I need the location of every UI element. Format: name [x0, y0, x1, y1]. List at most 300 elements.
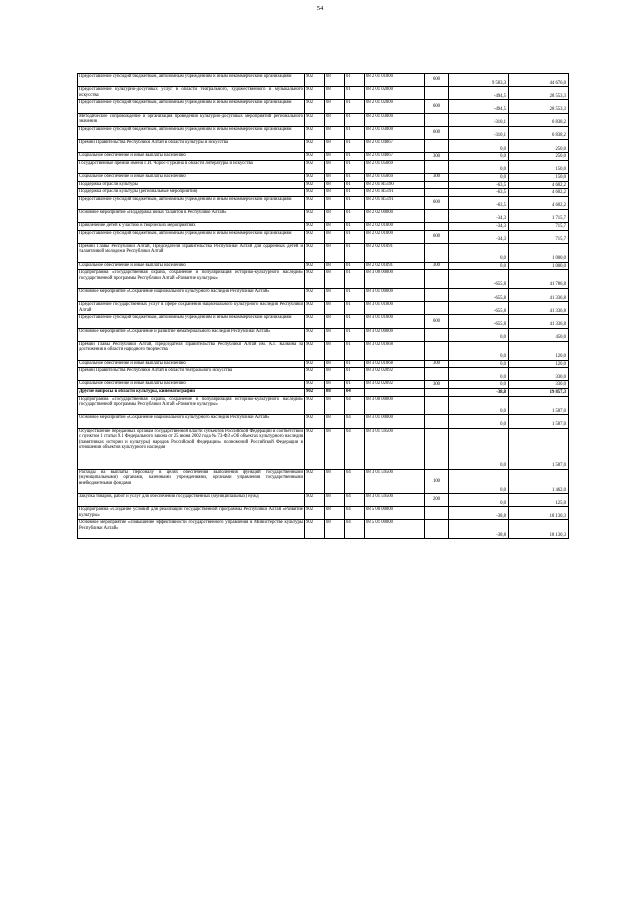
- row-total: 4 602,2: [509, 181, 569, 189]
- row-pr: 04: [345, 469, 365, 493]
- row-pr: 01: [345, 315, 365, 328]
- row-csr: 08 2 02 00000: [365, 209, 425, 222]
- row-total: 330,0: [509, 368, 569, 381]
- row-rz: 08: [325, 113, 345, 126]
- table-row: [78, 328, 569, 341]
- row-total: 250,0: [509, 139, 569, 152]
- row-csr: 08 2 01 02000: [365, 87, 425, 100]
- row-rz: 08: [325, 381, 345, 389]
- row-change: -655,8: [449, 270, 509, 289]
- table-row: [78, 360, 569, 368]
- row-name: Основное мероприятие «Сохранение национального культурного наследия Республики Алтай»: [78, 289, 305, 302]
- row-vr: [425, 113, 449, 126]
- row-pr: 01: [345, 181, 365, 189]
- row-rz: 08: [325, 153, 345, 161]
- row-change: -34,3: [449, 230, 509, 243]
- table-row: [78, 230, 569, 243]
- row-name: Социальное обеспечение и иные выплаты населению: [78, 173, 305, 181]
- row-change: -63,5: [449, 189, 509, 197]
- table-row: [78, 181, 569, 189]
- row-pr: 01: [345, 113, 365, 126]
- row-pr: 01: [345, 328, 365, 341]
- row-csr: 08 5 00 00000: [365, 507, 425, 520]
- row-change: -655,8: [449, 315, 509, 328]
- row-gr: 902: [305, 494, 325, 507]
- row-name: Расходы на выплаты персоналу в целях обеспечения выполнения функций государственными (муниципальными) органами, казенными учреждениями, органами управления государственными внебюджетными фондами: [78, 469, 305, 493]
- table-row: [78, 196, 569, 209]
- table-row: [78, 189, 569, 197]
- row-csr: 08 2 01 05069: [365, 173, 425, 181]
- row-name: Основное мероприятие «Сохранение и развитие нематериального наследия Республики Алтай»: [78, 328, 305, 341]
- row-total: 1 462,0: [509, 469, 569, 493]
- row-vr: [425, 302, 449, 315]
- row-gr: 902: [305, 341, 325, 360]
- row-csr: 08 2 01 03000: [365, 126, 425, 139]
- row-total: 41 786,8: [509, 270, 569, 289]
- row-gr: 902: [305, 196, 325, 209]
- row-total: 41 336,8: [509, 315, 569, 328]
- row-rz: 08: [325, 494, 345, 507]
- row-name: Подпрограмма «Создание условий для реализации государственной программы Республики Алтай «Развитие культуры»: [78, 507, 305, 520]
- row-rz: 08: [325, 270, 345, 289]
- row-pr: 04: [345, 507, 365, 520]
- row-name: Предоставление культурно-досуговых услуг в области театрального, художественного и музыкального искусства: [78, 87, 305, 100]
- row-pr: 01: [345, 368, 365, 381]
- row-vr: [425, 428, 449, 469]
- table-row: [78, 341, 569, 360]
- row-vr: [425, 328, 449, 341]
- row-name: Предоставление субсидий бюджетным, автономным учреждениям и иным некоммерческим организациям: [78, 315, 305, 328]
- row-change: -310,1: [449, 113, 509, 126]
- row-total: 150,0: [509, 173, 569, 181]
- row-change: 9 583,3: [449, 74, 509, 87]
- row-total: 120,0: [509, 360, 569, 368]
- row-name: Предоставление государственных услуг в сфере сохранения национального культурного наследия Республики Алтай: [78, 302, 305, 315]
- row-vr: [425, 189, 449, 197]
- row-pr: 01: [345, 87, 365, 100]
- row-change: -63,5: [449, 181, 509, 189]
- row-total: 44 676,0: [509, 74, 569, 87]
- row-name: Социальное обеспечение и иные выплаты населению: [78, 381, 305, 389]
- row-pr: 01: [345, 360, 365, 368]
- row-pr: 01: [345, 230, 365, 243]
- row-vr: 300: [425, 262, 449, 270]
- table-row: [78, 469, 569, 493]
- row-vr: [425, 507, 449, 520]
- table-row: [78, 139, 569, 152]
- row-change: -38,8: [449, 520, 509, 539]
- row-change: 0,0: [449, 428, 509, 469]
- row-name: Премии Главы Республики Алтай, Председателя Правительства Республики Алтай для одаренных детей и талантливой молодежи Республики Алтай: [78, 243, 305, 262]
- row-name: Основное мероприятие «Поддержка юных талантов в Республике Алтай»: [78, 209, 305, 222]
- row-gr: 902: [305, 173, 325, 181]
- row-pr: 01: [345, 270, 365, 289]
- row-change: 0,0: [449, 328, 509, 341]
- row-rz: 08: [325, 415, 345, 428]
- row-name: Подпрограмма «Государственная охрана, сохранение и популяризация историко-культурного наследия» государственной программы Республики Алтай «Развитие культуры»: [78, 396, 305, 415]
- row-gr: 902: [305, 243, 325, 262]
- row-name: Осуществление переданных органам государственной власти субъектов Российской Федерации в соответствии с пунктом 1 статьи 9.1 Федерального закона от 25 июня 2002 года № 73-ФЗ «Об объектах культурного наследия (памятниках истории и культуры) народов Российской Федерации» полномочий Российской Федерации в отношении объектов культурного наследия: [78, 428, 305, 469]
- row-gr: 902: [305, 153, 325, 161]
- row-rz: 08: [325, 360, 345, 368]
- row-csr: 08 2 01 04067: [365, 139, 425, 152]
- row-total: 450,0: [509, 328, 569, 341]
- row-total: 1 000,0: [509, 262, 569, 270]
- row-gr: 902: [305, 289, 325, 302]
- row-change: 0,0: [449, 494, 509, 507]
- row-change: 0,0: [449, 396, 509, 415]
- row-csr: 08 3 02 02092: [365, 368, 425, 381]
- row-gr: 902: [305, 181, 325, 189]
- row-rz: 08: [325, 100, 345, 113]
- row-vr: [425, 368, 449, 381]
- row-csr: 08 3 02 01068: [365, 341, 425, 360]
- row-rz: 08: [325, 341, 345, 360]
- row-pr: 04: [345, 428, 365, 469]
- row-pr: 04: [345, 415, 365, 428]
- row-change: -38,8: [449, 388, 509, 396]
- table-row: [78, 262, 569, 270]
- row-gr: 902: [305, 126, 325, 139]
- row-name: Основное мероприятие «Сохранение национального культурного наследия Республики Алтай»: [78, 415, 305, 428]
- row-total: 28 553,3: [509, 87, 569, 100]
- row-change: 0,0: [449, 139, 509, 152]
- row-name: Поддержка отрасли культуры: [78, 181, 305, 189]
- table-row: [78, 494, 569, 507]
- row-csr: 08 3 00 00000: [365, 270, 425, 289]
- row-total: 1 587,0: [509, 415, 569, 428]
- row-csr: 08 3 01 00000: [365, 289, 425, 302]
- row-pr: 01: [345, 262, 365, 270]
- row-rz: 08: [325, 126, 345, 139]
- row-pr: 01: [345, 341, 365, 360]
- row-gr: 902: [305, 507, 325, 520]
- table-row: [78, 100, 569, 113]
- row-gr: 902: [305, 189, 325, 197]
- row-vr: [425, 341, 449, 360]
- row-rz: 08: [325, 428, 345, 469]
- row-name: Государственные премии имени Г.И. Чорос-Гуркина в области литературы и искусства: [78, 160, 305, 173]
- row-csr: 08 2 01 01000: [365, 74, 425, 87]
- row-rz: 08: [325, 74, 345, 87]
- row-total: 28 553,3: [509, 100, 569, 113]
- row-csr: 08 2 01 R5191: [365, 196, 425, 209]
- table-row: [78, 243, 569, 262]
- row-rz: 08: [325, 520, 345, 539]
- row-csr: 08 2 01 02000: [365, 100, 425, 113]
- row-gr: 902: [305, 113, 325, 126]
- row-change: -494,5: [449, 87, 509, 100]
- row-change: -494,5: [449, 100, 509, 113]
- row-vr: [425, 181, 449, 189]
- row-vr: [425, 520, 449, 539]
- row-rz: 08: [325, 469, 345, 493]
- row-total: 18 130,3: [509, 507, 569, 520]
- row-csr: 08 2 01 05069: [365, 160, 425, 173]
- row-rz: 08: [325, 209, 345, 222]
- table-row: [78, 315, 569, 328]
- row-rz: 08: [325, 507, 345, 520]
- row-gr: 902: [305, 160, 325, 173]
- row-pr: 04: [345, 494, 365, 507]
- row-rz: 08: [325, 196, 345, 209]
- row-pr: 04: [345, 388, 365, 396]
- row-rz: 08: [325, 262, 345, 270]
- row-csr: 08 3 01 59500: [365, 494, 425, 507]
- row-vr: 100: [425, 469, 449, 493]
- row-total: 125,0: [509, 494, 569, 507]
- row-csr: 08 3 01 59500: [365, 428, 425, 469]
- row-total: 715,7: [509, 223, 569, 231]
- row-change: -63,5: [449, 196, 509, 209]
- row-rz: 08: [325, 139, 345, 152]
- row-pr: 01: [345, 223, 365, 231]
- row-vr: 600: [425, 315, 449, 328]
- row-total: 150,0: [509, 160, 569, 173]
- row-name: Привлечение детей к участию в творческих мероприятиях: [78, 223, 305, 231]
- page-number: 54: [316, 5, 324, 12]
- row-name: Закупка товаров, работ и услуг для обеспечения государственных (муниципальных) нужд: [78, 494, 305, 507]
- row-gr: 902: [305, 360, 325, 368]
- row-vr: [425, 289, 449, 302]
- row-rz: 08: [325, 160, 345, 173]
- row-csr: 08 3 01 59500: [365, 469, 425, 493]
- row-rz: 08: [325, 243, 345, 262]
- row-change: 0,0: [449, 415, 509, 428]
- row-total: 41 336,8: [509, 289, 569, 302]
- table-row: [78, 209, 569, 222]
- row-rz: 08: [325, 189, 345, 197]
- row-vr: [425, 209, 449, 222]
- row-gr: 902: [305, 87, 325, 100]
- row-change: 0,0: [449, 469, 509, 493]
- row-vr: [425, 223, 449, 231]
- row-pr: 01: [345, 74, 365, 87]
- row-vr: [425, 270, 449, 289]
- row-change: -310,1: [449, 126, 509, 139]
- row-vr: 300: [425, 360, 449, 368]
- row-vr: [425, 388, 449, 396]
- row-pr: 01: [345, 139, 365, 152]
- row-rz: 08: [325, 328, 345, 341]
- row-change: 0,0: [449, 153, 509, 161]
- row-rz: 08: [325, 230, 345, 243]
- table-row: [78, 87, 569, 100]
- row-vr: 300: [425, 173, 449, 181]
- table-row: [78, 396, 569, 415]
- row-total: 6 838,2: [509, 113, 569, 126]
- table-row: [78, 381, 569, 389]
- row-total: 1 587,0: [509, 396, 569, 415]
- row-rz: 08: [325, 388, 345, 396]
- row-csr: 08 2 02 01091: [365, 243, 425, 262]
- row-total: 6 838,2: [509, 126, 569, 139]
- row-pr: 01: [345, 209, 365, 222]
- row-gr: 902: [305, 396, 325, 415]
- row-csr: 08 2 02 01000: [365, 230, 425, 243]
- row-name: Премии Правительства Республики Алтай в области культуры и искусства: [78, 139, 305, 152]
- row-vr: [425, 396, 449, 415]
- row-vr: [425, 243, 449, 262]
- row-vr: 600: [425, 196, 449, 209]
- row-vr: 300: [425, 381, 449, 389]
- table-row: [78, 415, 569, 428]
- row-rz: 08: [325, 368, 345, 381]
- row-gr: 902: [305, 328, 325, 341]
- table-row: [78, 289, 569, 302]
- row-gr: 902: [305, 368, 325, 381]
- row-gr: 902: [305, 74, 325, 87]
- row-vr: [425, 87, 449, 100]
- row-gr: 902: [305, 209, 325, 222]
- table-row: [78, 302, 569, 315]
- row-csr: 08 3 02 01068: [365, 360, 425, 368]
- row-vr: 600: [425, 74, 449, 87]
- row-gr: 902: [305, 315, 325, 328]
- row-change: 0,0: [449, 368, 509, 381]
- table-row: [78, 160, 569, 173]
- row-change: 0,0: [449, 243, 509, 262]
- row-gr: 902: [305, 428, 325, 469]
- row-change: -34,3: [449, 223, 509, 231]
- table-row: [78, 223, 569, 231]
- row-gr: 902: [305, 388, 325, 396]
- table-row: [78, 173, 569, 181]
- row-csr: 08 5 01 00000: [365, 520, 425, 539]
- row-csr: 08 3 01 01000: [365, 302, 425, 315]
- row-rz: 08: [325, 223, 345, 231]
- row-pr: 01: [345, 189, 365, 197]
- row-name: Премии Главы Республики Алтай, Председателя Правительства Республики Алтай им. А.Г. Калкина за достижения в области народного творчества: [78, 341, 305, 360]
- row-total: 4 602,2: [509, 189, 569, 197]
- row-csr: 08 3 02 00000: [365, 328, 425, 341]
- row-total: 1 587,0: [509, 428, 569, 469]
- row-pr: 01: [345, 289, 365, 302]
- row-rz: 08: [325, 315, 345, 328]
- row-change: -655,8: [449, 302, 509, 315]
- row-csr: 08 3 01 01000: [365, 315, 425, 328]
- row-name: Основное мероприятие «Повышение эффективности государственного управления в Министерстве культуры Республики Алтай»: [78, 520, 305, 539]
- row-csr: 08 2 01 R5190: [365, 181, 425, 189]
- row-pr: 01: [345, 100, 365, 113]
- table-row: [78, 428, 569, 469]
- row-name: Премии Правительства Республики Алтай в области театрального искусства: [78, 368, 305, 381]
- row-total: 250,0: [509, 153, 569, 161]
- row-total: 18 130,3: [509, 520, 569, 539]
- row-vr: 300: [425, 153, 449, 161]
- row-change: -34,3: [449, 209, 509, 222]
- table-row: [78, 368, 569, 381]
- row-vr: [425, 415, 449, 428]
- row-change: -655,8: [449, 289, 509, 302]
- row-pr: 01: [345, 243, 365, 262]
- row-pr: 04: [345, 396, 365, 415]
- row-pr: 01: [345, 302, 365, 315]
- row-gr: 902: [305, 139, 325, 152]
- row-change: 0,0: [449, 160, 509, 173]
- row-name: Предоставление субсидий бюджетным, автономным учреждениям и иным некоммерческим организациям: [78, 100, 305, 113]
- row-gr: 902: [305, 302, 325, 315]
- row-total: 1 000,0: [509, 243, 569, 262]
- row-gr: 902: [305, 100, 325, 113]
- row-name: Поддержка отрасли культуры (региональные мероприятия): [78, 189, 305, 197]
- row-rz: 08: [325, 181, 345, 189]
- row-change: 0,0: [449, 381, 509, 389]
- table-row: [78, 126, 569, 139]
- row-vr: 600: [425, 230, 449, 243]
- budget-table: [77, 73, 569, 539]
- row-gr: 902: [305, 223, 325, 231]
- row-name: Социальное обеспечение и иные выплаты населению: [78, 262, 305, 270]
- row-name: Предоставление субсидий бюджетным, автономным учреждениям и иным некоммерческим организациям: [78, 126, 305, 139]
- row-name: Другие вопросы в области культуры, кинематографии: [78, 388, 305, 396]
- row-gr: 902: [305, 262, 325, 270]
- row-rz: 08: [325, 87, 345, 100]
- row-total: 19 857,3: [509, 388, 569, 396]
- row-vr: [425, 160, 449, 173]
- row-vr: 200: [425, 494, 449, 507]
- table-row: [78, 270, 569, 289]
- table-row: [78, 153, 569, 161]
- row-rz: 08: [325, 396, 345, 415]
- row-csr: 08 3 02 02092: [365, 381, 425, 389]
- row-change: 0,0: [449, 173, 509, 181]
- row-csr: [365, 388, 425, 396]
- row-name: Социальное обеспечение и иные выплаты населению: [78, 153, 305, 161]
- row-csr: 08 3 01 00000: [365, 415, 425, 428]
- row-csr: 08 2 02 01091: [365, 262, 425, 270]
- row-name: Предоставление субсидий бюджетным, автономным учреждениям и иным некоммерческим организациям: [78, 74, 305, 87]
- row-change: 0,0: [449, 262, 509, 270]
- row-rz: 08: [325, 173, 345, 181]
- row-total: 1 715,7: [509, 209, 569, 222]
- row-total: 120,0: [509, 341, 569, 360]
- row-pr: 01: [345, 173, 365, 181]
- table-row: [78, 388, 569, 396]
- row-pr: 01: [345, 381, 365, 389]
- table-row: [78, 507, 569, 520]
- row-rz: 08: [325, 289, 345, 302]
- table-row: [78, 520, 569, 539]
- row-gr: 902: [305, 415, 325, 428]
- row-gr: 902: [305, 520, 325, 539]
- row-gr: 902: [305, 270, 325, 289]
- row-name: Предоставление субсидий бюджетным, автономным учреждениям и иным некоммерческим организациям: [78, 230, 305, 243]
- row-name: Подпрограмма «Государственная охрана, сохранение и популяризация историко-культурного наследия» государственной программы Республики Алтай «Развитие культуры»: [78, 270, 305, 289]
- row-pr: 01: [345, 126, 365, 139]
- row-rz: 08: [325, 302, 345, 315]
- row-gr: 902: [305, 469, 325, 493]
- row-vr: 600: [425, 126, 449, 139]
- row-pr: 01: [345, 153, 365, 161]
- row-name: Предоставление субсидий бюджетным, автономным учреждениям и иным некоммерческим организациям: [78, 196, 305, 209]
- row-pr: 01: [345, 160, 365, 173]
- row-total: 330,0: [509, 381, 569, 389]
- row-total: 715,7: [509, 230, 569, 243]
- row-name: Методическое сопровождение и организация проведения культурно-досуговых мероприятий регионального значения: [78, 113, 305, 126]
- row-change: 0,0: [449, 360, 509, 368]
- table-row: [78, 74, 569, 87]
- row-change: 0,0: [449, 341, 509, 360]
- table-row: [78, 113, 569, 126]
- row-csr: 08 2 01 R5191: [365, 189, 425, 197]
- row-vr: [425, 139, 449, 152]
- row-total: 4 602,2: [509, 196, 569, 209]
- row-change: -38,8: [449, 507, 509, 520]
- row-gr: 902: [305, 381, 325, 389]
- row-pr: 01: [345, 196, 365, 209]
- row-csr: 08 2 02 01000: [365, 223, 425, 231]
